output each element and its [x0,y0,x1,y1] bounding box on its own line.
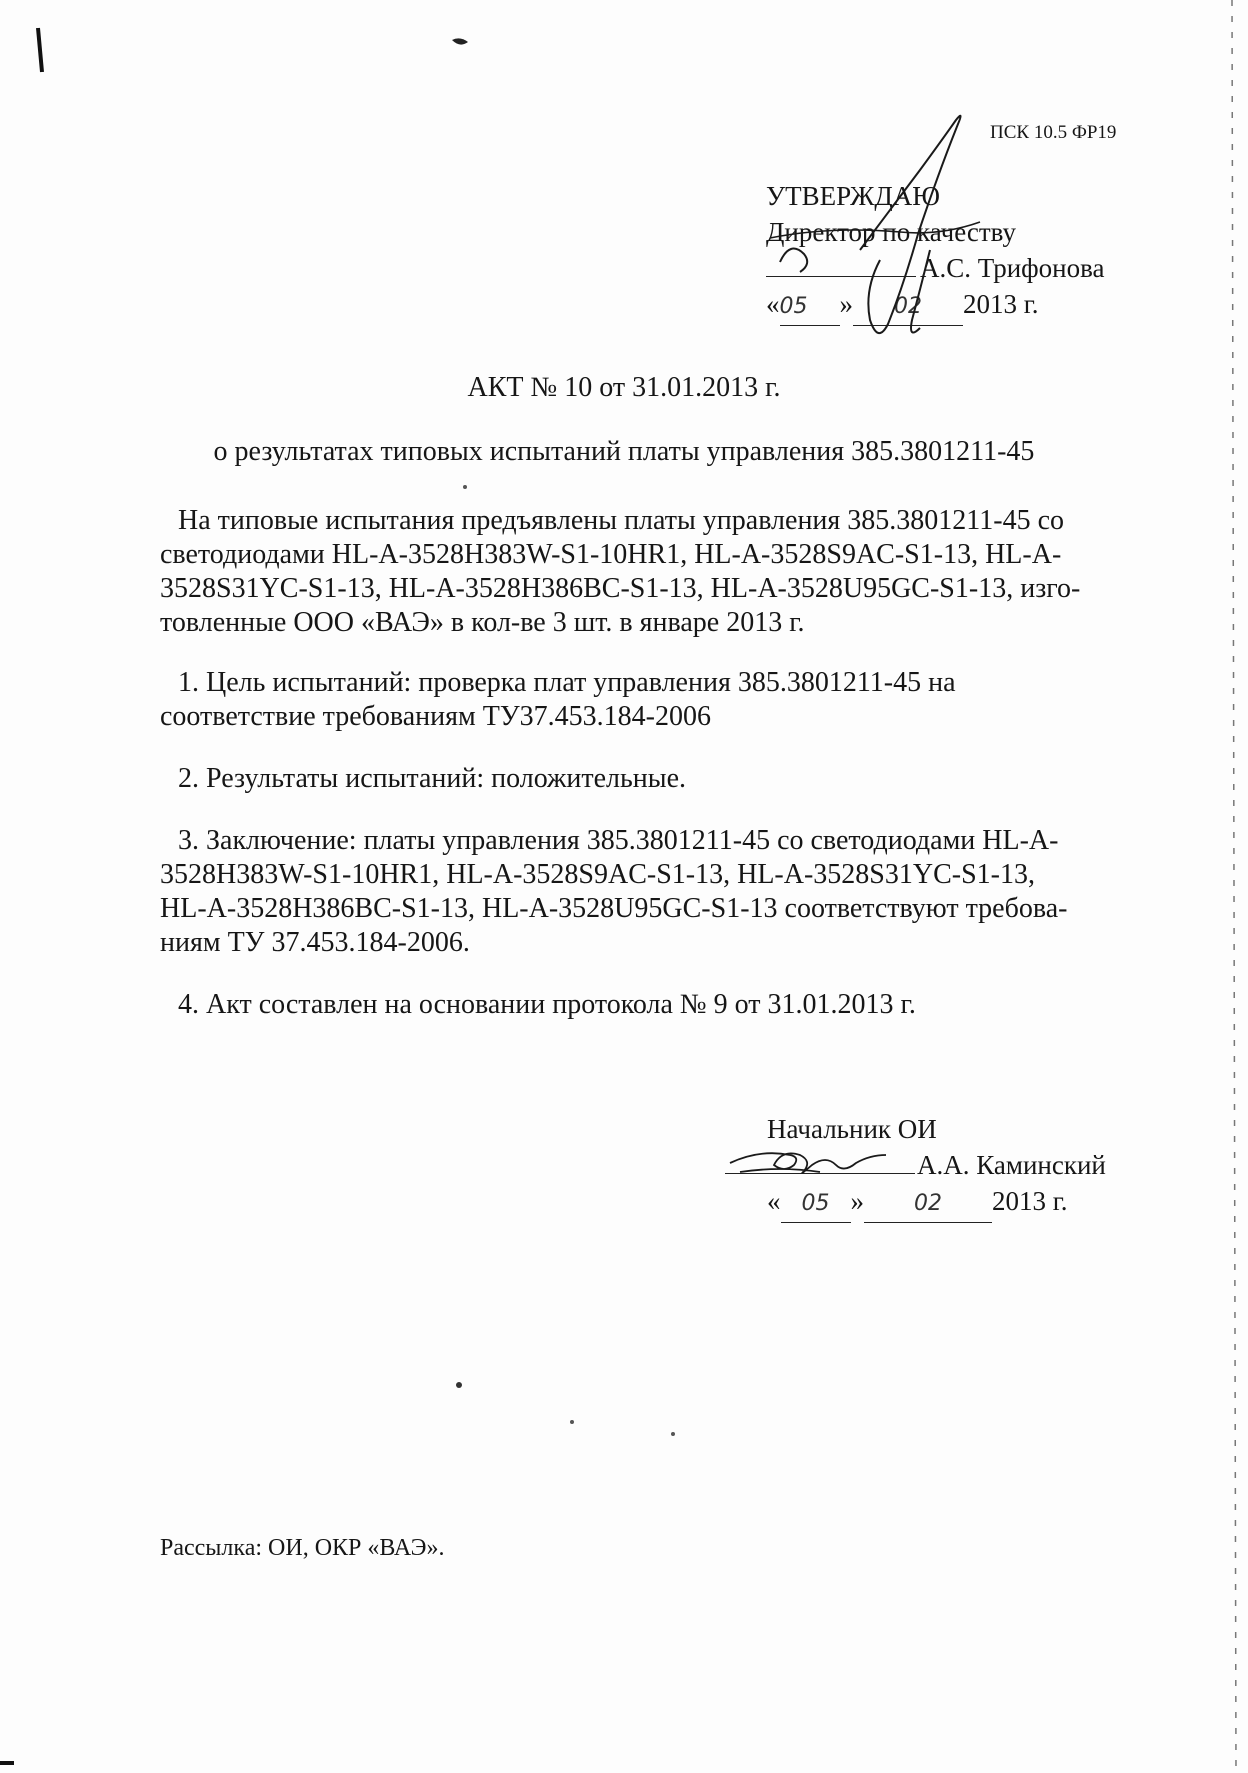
date-open-quote: « [767,1186,781,1216]
item-line: 1. Цель испытаний: проверка плат управления 385.3801211-45 на [178,667,956,698]
signoff-date-row [725,1183,1106,1223]
signoff-name: А.А. Каминский [917,1150,1106,1180]
item-line: 3528H383W-S1-10HR1, HL-A-3528S9AC-S1-13, HL-A-3528S31YC-S1-13, [160,859,1035,890]
signoff-date-day: 05 [781,1186,851,1223]
signoff-date-year: 2013 г. [992,1186,1068,1216]
approval-position: Директор по качеству [766,217,1016,247]
intro-line: товленные ООО «ВАЭ» в кол-ве 3 шт. в январе 2013 г. [160,607,805,638]
approval-heading: УТВЕРЖДАЮ [766,181,941,211]
approval-date-year: 2013 г. [963,289,1039,319]
scan-speck [452,38,468,44]
intro-line: 3528S31YC-S1-13, HL-A-3528H386BC-S1-13, HL-A-3528U95GC-S1-13, изго- [160,573,1081,604]
document-code: ПСК 10.5 ФР19 [990,122,1117,143]
item-line: HL-A-3528H386BC-S1-13, HL-A-3528U95GC-S1-13 соответствуют требова- [160,893,1068,924]
approval-date-day: 05 [780,289,840,326]
signature-line [766,276,916,277]
item-purpose [160,666,1130,734]
date-open-quote: « [766,289,780,319]
approval-name: А.С. Трифонова [920,253,1105,283]
document-title: АКТ № 10 от 31.01.2013 г. [467,372,781,403]
approval-block [766,178,1105,326]
item-line: 2. Результаты испытаний: положительные. [178,763,687,794]
intro-paragraph [160,504,1130,640]
approval-date-row [766,286,1105,326]
distribution-list: Рассылка: ОИ, ОКР «ВАЭ». [160,1535,445,1561]
scan-edge-line [1232,0,1236,1773]
scan-speck [456,1382,462,1388]
item-line: 4. Акт составлен на основании протокола № 9 от 31.01.2013 г. [178,989,916,1020]
scan-speck [671,1432,675,1436]
intro-line: светодиодами HL-A-3528H383W-S1-10HR1, HL-A-3528S9AC-S1-13, HL-A- [160,539,1062,570]
date-close-quote: » [850,1186,864,1216]
signature-line [725,1173,915,1174]
date-close-quote: » [839,289,853,319]
item-line: ниям ТУ 37.453.184-2006. [160,927,470,958]
intro-line: На типовые испытания предъявлены платы управления 385.3801211-45 со [178,505,1065,536]
scan-speck [463,485,467,489]
item-basis [160,988,1130,1022]
item-line: соответствие требованиям ТУ37.453.184-2006 [160,701,712,732]
scan-margin-mark [38,28,42,72]
item-results [160,762,1130,796]
item-conclusion [160,824,1130,960]
signoff-date-month: 02 [864,1186,992,1223]
signoff-signature-row [725,1147,1106,1183]
signoff-position: Начальник ОИ [767,1114,937,1144]
approval-signature-row [766,250,1105,286]
approval-date-month: 02 [853,289,963,326]
item-line: 3. Заключение: платы управления 385.3801211-45 со светодиодами HL-A- [178,825,1059,856]
scan-speck [570,1420,574,1424]
document-subtitle: о результатах типовых испытаний платы управления 385.3801211-45 [213,436,1035,467]
signoff-block [725,1111,1106,1223]
